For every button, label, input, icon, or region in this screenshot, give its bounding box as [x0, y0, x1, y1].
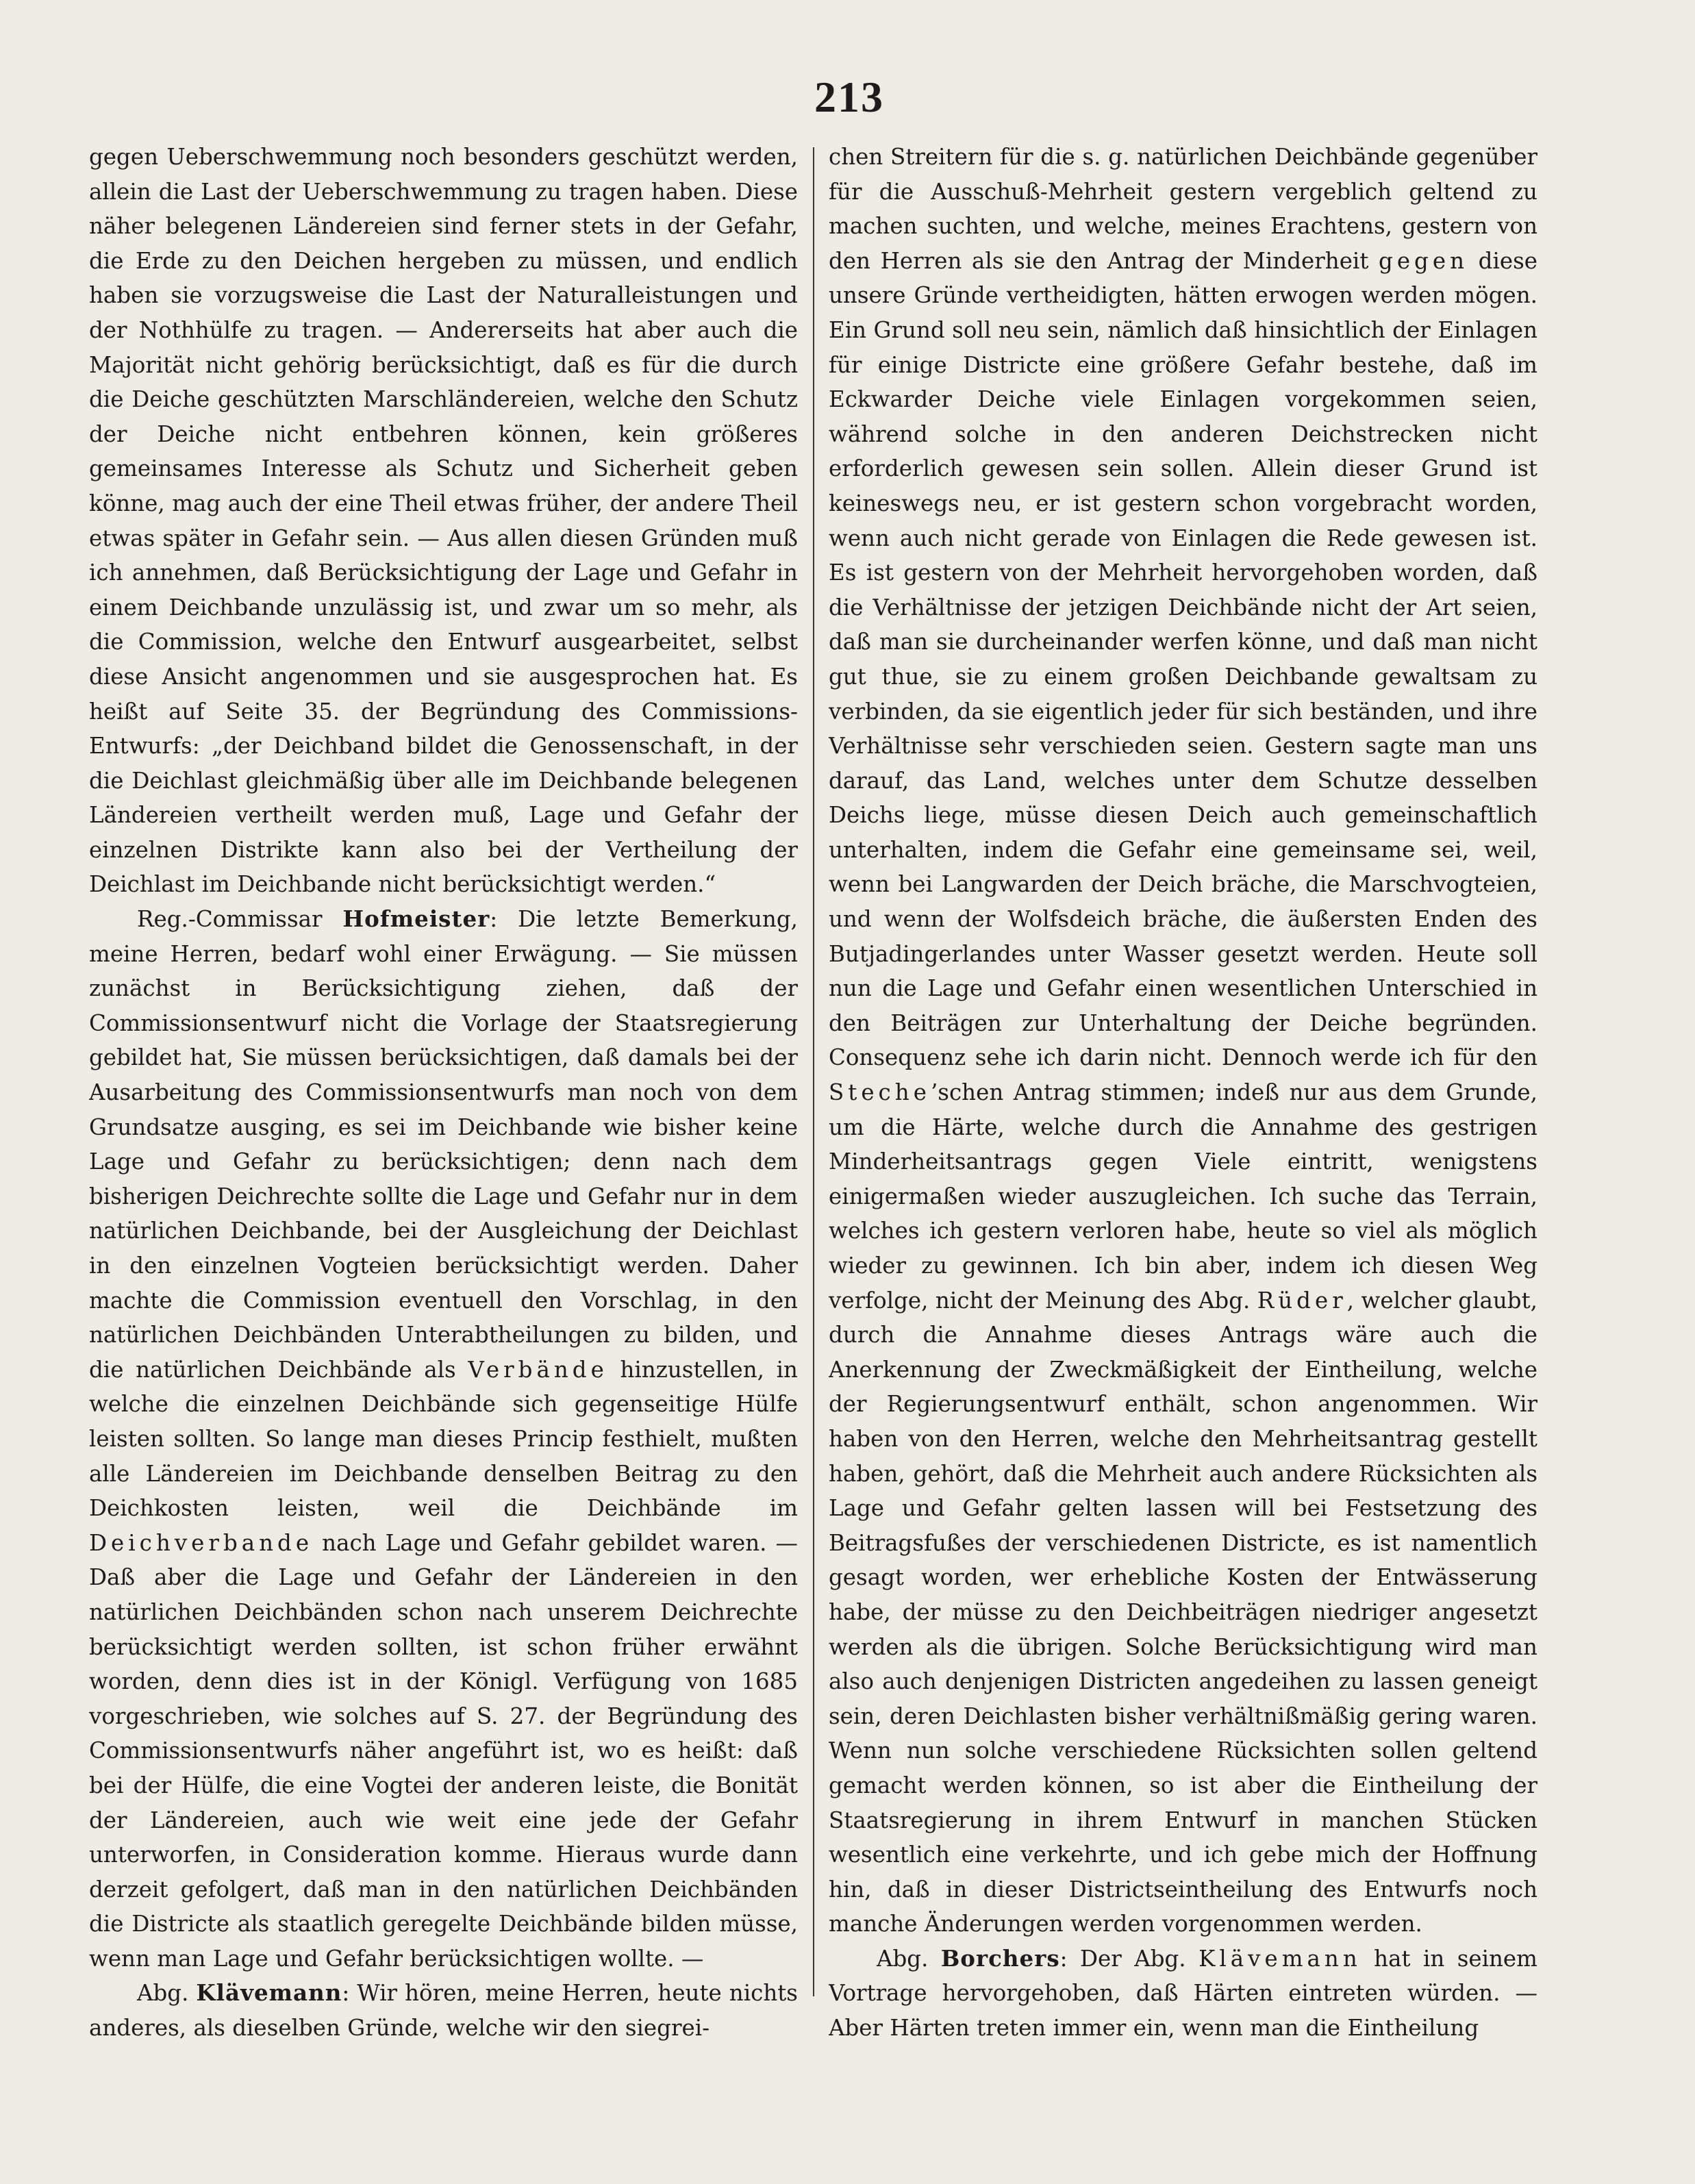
speaker-name: Klävemann	[196, 1979, 342, 2007]
paragraph-text: Abg.	[877, 1945, 941, 1972]
emphasized-text: Verbände	[468, 1356, 608, 1383]
paragraph	[89, 140, 798, 902]
paragraph-text: , welcher glaubt, durch die Annahme dieses Antrags wäre auch die Anerkennung der Zweckmäßigkeit der Eintheilung, welche der Regierungsentwurf enthält, schon angenommen. Wir haben von den Herren, welche den Mehrheitsantrag gestellt haben, gehört, daß die Mehrheit auch andere Rücksichten als Lage und Gefahr gelten lassen will bei Festsetzung des Beitragsfußes der verschiedenen Districte, es ist namentlich gesagt worden, wer erhebliche Kosten der Entwässerung habe, der müsse zu den Deichbeiträgen niedriger angesetzt werden als die übrigen. Solche Berücksichtigung wird man also auch denjenigen Districten angedeihen zu lassen geneigt sein, deren Deichlasten bisher verhältnißmäßig gering waren. Wenn nun solche verschiedene Rücksichten sollen geltend gemacht werden können, so ist aber die Eintheilung der Staatsregierung in ihrem Entwurf in manchen Stücken wesentlich eine verkehrte, und ich gebe mich der Hoffnung hin, daß in dieser Districtseintheilung des Entwurfs noch manche Änderungen werden vorgenommen werden.	[829, 1287, 1537, 1937]
paragraph	[829, 1942, 1537, 2046]
emphasized-text: Klävemann	[1198, 1945, 1361, 1972]
column-divider	[813, 147, 814, 1996]
emphasized-text: gegen	[1379, 247, 1469, 274]
paragraph-text: diese unsere Gründe vertheidigten, hätten erwogen werden mögen. Ein Grund soll neu sein, nämlich daß hinsichtlich der Einlagen für einige Districte eine größere Gefahr bestehe, daß im Eckwarder Deiche viele Einlagen vorgekommen seien, während solche in den anderen Deichstrecken nicht erforderlich gewesen sein sollen. Allein dieser Grund ist keineswegs neu, er ist gestern schon vorgebracht worden, wenn auch nicht gerade von Einlagen die Rede gewesen ist. Es ist gestern von der Mehrheit hervorgehoben worden, daß die Verhältnisse der jetzigen Deichbände nicht der Art seien, daß man sie durcheinander werfen könne, und daß man nicht gut thue, sie zu einem großen Deichbande gewaltsam zu verbinden, da sie eigentlich jeder für sich beständen, und ihre Verhältnisse sehr verschieden seien. Gestern sagte man uns darauf, das Land, welches unter dem Schutze desselben Deichs liege, müsse diesen Deich auch gemeinschaftlich unterhalten, indem die Gefahr eine gemeinsame sei, weil, wenn bei Langwarden der Deich bräche, die Marschvogteien, und wenn der Wolfsdeich bräche, die äußersten Enden des Butjadingerlandes unter Wasser gesetzt werden. Heute soll nun die Lage und Gefahr einen wesentlichen Unterschied in den Beiträgen zur Unterhaltung der Deiche begründen. Consequenz sehe ich darin nicht. Dennoch werde ich für den	[829, 247, 1537, 1071]
speaker-name: Borchers	[940, 1944, 1060, 1972]
paragraph-text: hinzustellen, in welche die einzelnen Deichbände sich gegenseitige Hülfe leisten sollten. So lange man dieses Princip festhielt, mußten alle Ländereien im Deichbande denselben Beitrag zu den Deichkosten leisten, weil die Deichbände im	[89, 1356, 798, 1522]
emphasized-text: Deichverbande	[89, 1529, 314, 1556]
left-column	[89, 140, 798, 2139]
paragraph-text: Reg.-Commissar	[137, 906, 343, 933]
page-number: 213	[814, 73, 884, 121]
right-column	[829, 140, 1537, 2139]
emphasized-text: Steche	[829, 1079, 931, 1106]
paragraph-text: ’schen Antrag stimmen; indeß nur aus dem Grunde, um die Härte, welche durch die Annahme des gestrigen Minderheitsantrags gegen Viele eintritt, wenigstens einigermaßen wieder auszugleichen. Ich suche das Terrain, welches ich gestern verloren habe, heute so viel als möglich wieder zu gewinnen. Ich bin aber, indem ich diesen Weg verfolge, nicht der Meinung des Abg.	[829, 1079, 1537, 1314]
emphasized-text: Rüder	[1257, 1287, 1347, 1314]
paragraph-text: Abg.	[137, 1980, 197, 2007]
paragraph-text: gegen Ueberschwemmung noch besonders geschützt werden, allein die Last der Ueberschwemmung zu tragen haben. Diese näher belegenen Ländereien sind ferner stets in der Gefahr, die Erde zu den Deichen hergeben zu müssen, und endlich haben sie vorzugsweise die Last der Naturalleistungen und der Nothhülfe zu tragen. — Andererseits hat aber auch die Majorität nicht gehörig berücksichtigt, daß es für die durch die Deiche geschützten Marschländereien, welche den Schutz der Deiche nicht entbehren können, kein größeres gemeinsames Interesse als Schutz und Sicherheit geben könne, mag auch der eine Theil etwas früher, der andere Theil etwas später in Gefahr sein. — Aus allen diesen Gründen muß ich annehmen, daß Berücksichtigung der Lage und Gefahr in einem Deichbande unzulässig ist, und zwar um so mehr, als die Commission, welche den Entwurf ausgearbeitet, selbst diese Ansicht angenommen und sie ausgesprochen hat. Es heißt auf Seite 35. der Begründung des Commissions-Entwurfs: „der Deichband bildet die Genossenschaft, in der die Deichlast gleichmäßig über alle im Deichbande belegenen Ländereien vertheilt werden muß, Lage und Gefahr der einzelnen Distrikte kann also bei der Vertheilung der Deichlast im Deichbande nicht berücksichtigt werden.“	[89, 144, 798, 898]
speaker-name: Hofmeister	[342, 905, 490, 933]
paragraph-text: hat in seinem Vortrage hervorgehoben, daß Härten eintreten würden. — Aber Härten treten immer ein, wenn man die Eintheilung	[829, 1945, 1537, 2042]
paragraph	[829, 140, 1537, 1942]
paragraph-text: : Wir hören, meine Herren, heute nichts anderes, als dieselben Gründe, welche wir den siegrei-	[89, 1980, 798, 2042]
paragraph-text: : Die letzte Bemerkung, meine Herren, bedarf wohl einer Erwägung. — Sie müssen zunächst in Berücksichtigung ziehen, daß der Commissionsentwurf nicht die Vorlage der Staatsregierung gebildet hat, Sie müssen berücksichtigen, daß damals bei der Ausarbeitung des Commissionsentwurfs man noch von dem Grundsatze ausging, es sei im Deichbande wie bisher keine Lage und Gefahr zu berücksichtigen; denn nach dem bisherigen Deichrechte sollte die Lage und Gefahr nur in dem natürlichen Deichbande, bei der Ausgleichung der Deichlast in den einzelnen Vogteien berücksichtigt werden. Daher machte die Commission eventuell den Vorschlag, in den natürlichen Deichbänden Unterabtheilungen zu bilden, und die natürlichen Deichbände als	[89, 906, 798, 1383]
paragraph-text: chen Streitern für die s. g. natürlichen Deichbände gegenüber für die Ausschuß-Mehrheit gestern vergeblich geltend zu machen suchten, und welche, meines Erachtens, gestern von den Herren als sie den Antrag der Minderheit	[829, 144, 1537, 274]
paragraph-text: nach Lage und Gefahr gebildet waren. — Daß aber die Lage und Gefahr der Ländereien in den natürlichen Deichbänden schon nach unserem Deichrechte berücksichtigt werden sollten, ist schon früher erwähnt worden, denn dies ist in der Königl. Verfügung von 1685 vorgeschrieben, wie solches auf S. 27. der Begründung des Commissionsentwurfs näher angeführt ist, wo es heißt: daß bei der Hülfe, die eine Vogtei der anderen leiste, die Bonität der Ländereien, auch wie weit eine jede der Gefahr unterworfen, in Consideration komme. Hieraus wurde dann derzeit gefolgert, daß man in den natürlichen Deichbänden die Districte als staatlich geregelte Deichbände bilden müsse, wenn man Lage und Gefahr berücksichtigen wollte. —	[89, 1529, 798, 1972]
paragraph-text: : Der Abg.	[1059, 1945, 1199, 1972]
paragraph	[89, 1976, 798, 2045]
paragraph	[89, 902, 798, 1976]
